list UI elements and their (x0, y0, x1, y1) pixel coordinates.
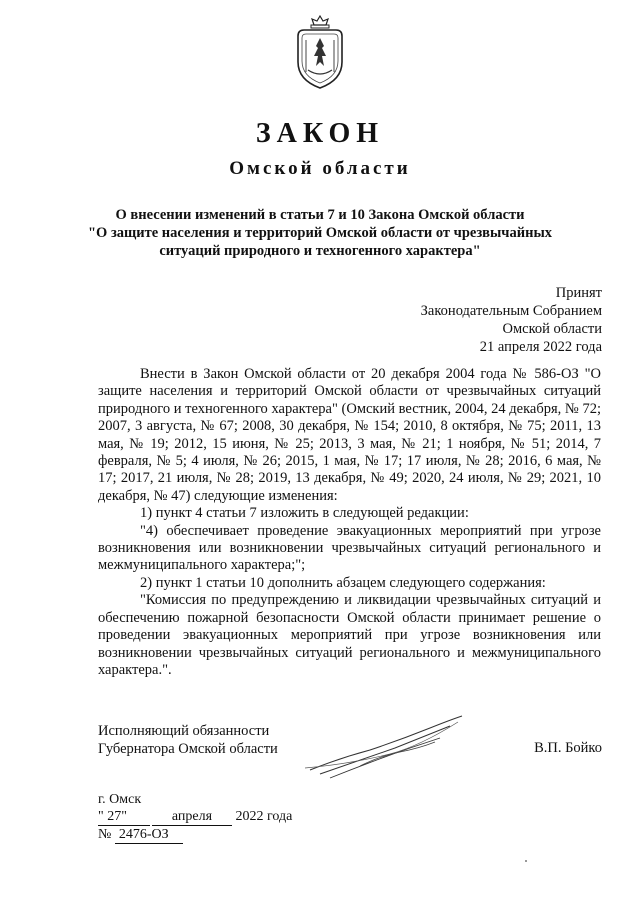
year: 2022 года (235, 809, 293, 824)
number-label: № (98, 827, 112, 842)
law-number: 2476-ОЗ (115, 826, 183, 844)
body-paragraph: "Комиссия по предупреждению и ликвидации чрезвычайных ситуаций и обеспечению пожарной безопасности Омской области принимает решение о проведении эвакуационных мероприятий при угрозе возникновения или возникновении чрезвычайных ситуаций регионального и межмуниципального характера.". (98, 592, 601, 678)
accepted-date: 21 апреля 2022 года (479, 339, 602, 355)
handwritten-signature-icon (300, 708, 470, 788)
body-paragraph: 1) пункт 4 статьи 7 изложить в следующей редакции: (140, 505, 469, 522)
accepted-by: Законодательным Собранием (420, 303, 602, 319)
acceptance-block (421, 284, 602, 356)
body-paragraph: Внести в Закон Омской области от 20 декабря 2004 года № 586-ОЗ "О защите населения и территорий Омской области от чрезвычайных ситуаций природного и техногенного характера" (Омский вестник, 2004, 24 декабря, № 72; 2007, 3 августа, № 67; 2008, 30 декабря, № 154; 2010, 8 октября, № 75; 2011, 13 мая, № 19; 2012, 15 июня, № 25; 2013, 3 мая, № 21; 1 ноября, № 51; 2014, 7 февраля, № 5; 4 июля, № 26; 2015, 1 мая, № 17; 17 июля, № 28; 2016, 6 мая, № 17; 2017, 21 июля, № 28; 2019, 13 декабря, № 49; 2020, 24 июля, № 29; 2021, 10 декабря, № 47) следующие изменения: (98, 366, 601, 504)
heading-line: ситуаций природного и техногенного характера" (159, 243, 481, 259)
city: г. Омск (98, 792, 142, 807)
scan-speck (525, 860, 527, 862)
body-paragraph: "4) обеспечивает проведение эвакуационных мероприятий при угрозе возникновения или возникновении чрезвычайных ситуаций регионального и межмуниципального характера;"; (98, 522, 601, 574)
law-heading (60, 206, 580, 260)
month: апреля (152, 808, 232, 826)
law-body (98, 366, 601, 679)
accepted-label: Принят (555, 285, 602, 301)
day: " 27" (98, 808, 150, 826)
heading-line: "О защите населения и территорий Омской области от чрезвычайных (87, 225, 553, 241)
position-line: Исполняющий обязанности (98, 723, 270, 739)
signatory-name: В.П. Бойко (534, 740, 602, 756)
place-date-number (98, 791, 292, 844)
heading-line: О внесении изменений в статьи 7 и 10 Закона Омской области (115, 207, 525, 223)
position-line: Губернатора Омской области (98, 741, 278, 757)
signatory-position (98, 722, 278, 758)
law-subtitle: Омской области (229, 158, 411, 179)
law-title: ЗАКОН (255, 118, 385, 149)
accepted-region: Омской области (502, 321, 602, 337)
body-paragraph: 2) пункт 1 статьи 10 дополнить абзацем следующего содержания: (140, 574, 546, 591)
omsk-coat-of-arms-icon (292, 14, 348, 90)
